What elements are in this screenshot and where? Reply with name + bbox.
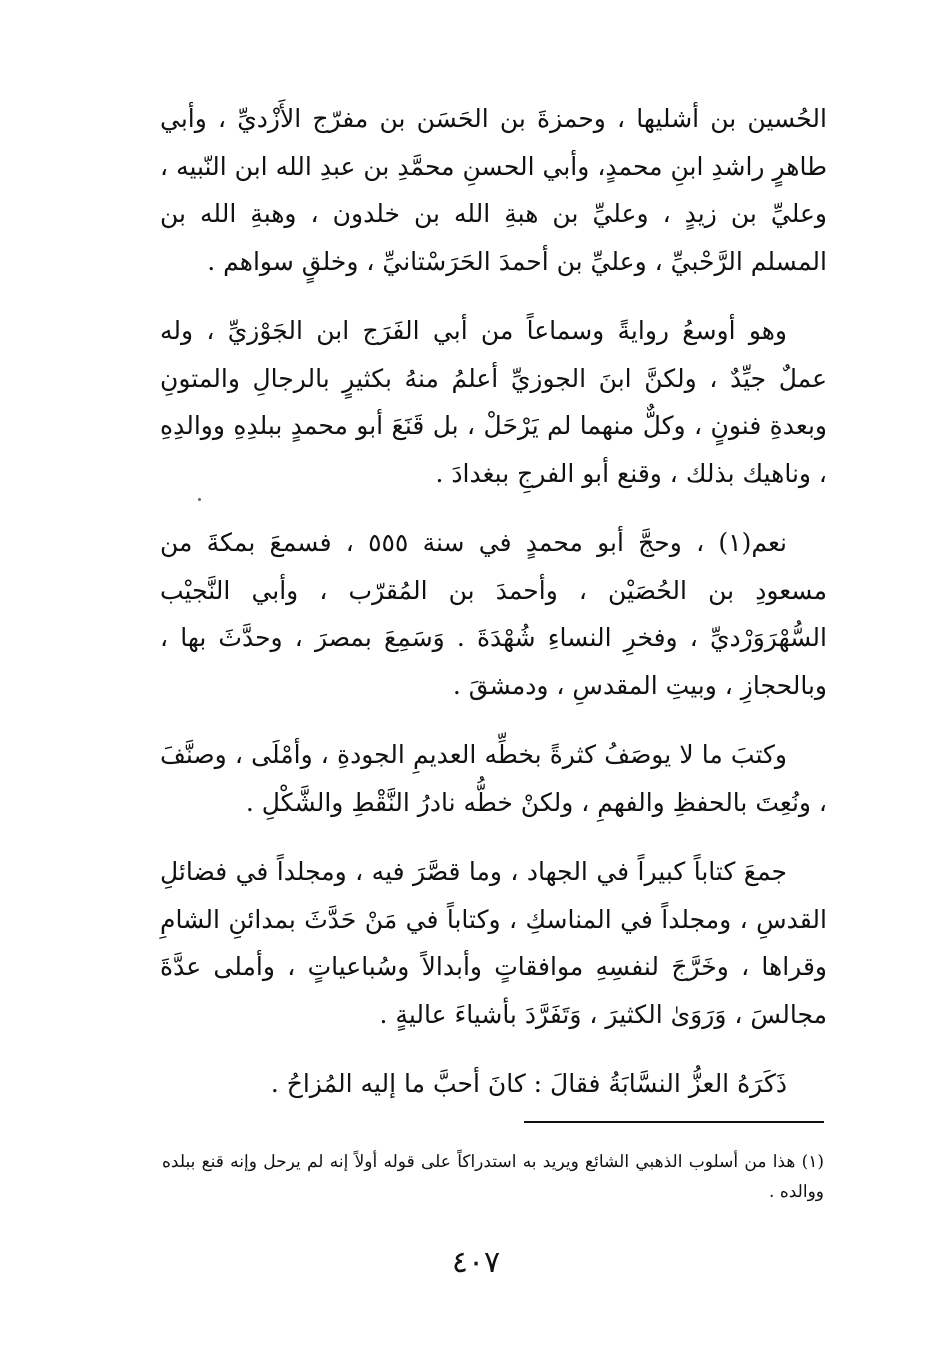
- footnote-rule: [524, 1121, 824, 1123]
- page-number: ٤٠٧: [451, 1245, 501, 1280]
- footnote: (١) هذا من أسلوب الذهبي الشائع ويريد به استدراكاً على قوله أولاً إنه لم يرحل وإنه قنع ببلده ووالده .: [162, 1152, 824, 1202]
- paragraph-6: ذَكَرَهُ العزُّ النسَّابَةُ فقالَ : كانَ أحبَّ ما إليه المُزاحُ .: [270, 1069, 787, 1098]
- paragraph-5: جمعَ كتاباً كبيراً في الجهاد ، وما قصَّرَ فيه ، ومجلداً في فضائلِ القدسِ ، ومجلداً في المناسكِ ، وكتاباً في مَنْ حَدَّثَ بمدائنِ الشامِ وقراها ، وخَرَّجَ لنفسِهِ موافقاتٍ وأبدالاً وسُباعياتٍ ، وأملى عدَّةَ مجالسَ ، وَرَوَىٰ الكثيرَ ، وَتَفَرَّدَ بأشياءَ عاليةٍ .: [160, 857, 827, 1029]
- paragraph-2: وهو أوسعُ روايةً وسماعاً من أبي الفَرَج ابن الجَوْزيِّ ، وله عملٌ جيِّدٌ ، ولكنَّ ابنَ الجوزيِّ أعلمُ منهُ بكثيرٍ بالرجالِ والمتونِ وبعدةِ فنونٍ ، وكلٌّ منهما لم يَرْحَلْ ، بل قَنَعَ أبو محمدٍ ببلدِهِ ووالدِهِ ، وناهيك بذلك ، وقنع أبو الفرجِ ببغدادَ .: [160, 316, 827, 488]
- paragraph-3: نعم(١) ، وحجَّ أبو محمدٍ في سنة ٥٥٥ ، فسمعَ بمكةَ من مسعودِ بن الحُصَيْن ، وأحمدَ بن المُقرّب ، وأبي النَّجيْب السُّهْرَوَرْديِّ ، وفخرِ النساءِ شُهْدَةَ . وَسَمِعَ بمصرَ ، وحدَّثَ بها ، وبالحجازِ ، وبيتِ المقدسِ ، ودمشقَ .: [160, 528, 827, 700]
- paragraph-4: وكتبَ ما لا يوصَفُ كثرةً بخطِّه العديمِ الجودةِ ، وأمْلَى ، وصنَّفَ ، ونُعِتَ بالحفظِ والفهمِ ، ولكنْ خطُّه نادرُ النَّقْطِ والشَّكْلِ .: [160, 740, 827, 817]
- paragraph-1: الحُسين بن أشليها ، وحمزةَ بن الحَسَن بن مفرّج الأَزْديِّ ، وأبي طاهرٍ راشدِ ابنِ محمدٍ، وأبي الحسنِ محمَّدِ بن عبدِ الله ابن النّبيه ، وعليِّ بن زيدٍ ، وعليِّ بن هبةِ الله بن خلدون ، وهبةِ الله بن المسلم الرَّحْبيِّ ، وعليِّ بن أحمدَ الحَرَسْتانيِّ ، وخلقٍ سواهم .: [160, 104, 827, 276]
- print-speck: [198, 498, 201, 501]
- main-text: [160, 95, 827, 1108]
